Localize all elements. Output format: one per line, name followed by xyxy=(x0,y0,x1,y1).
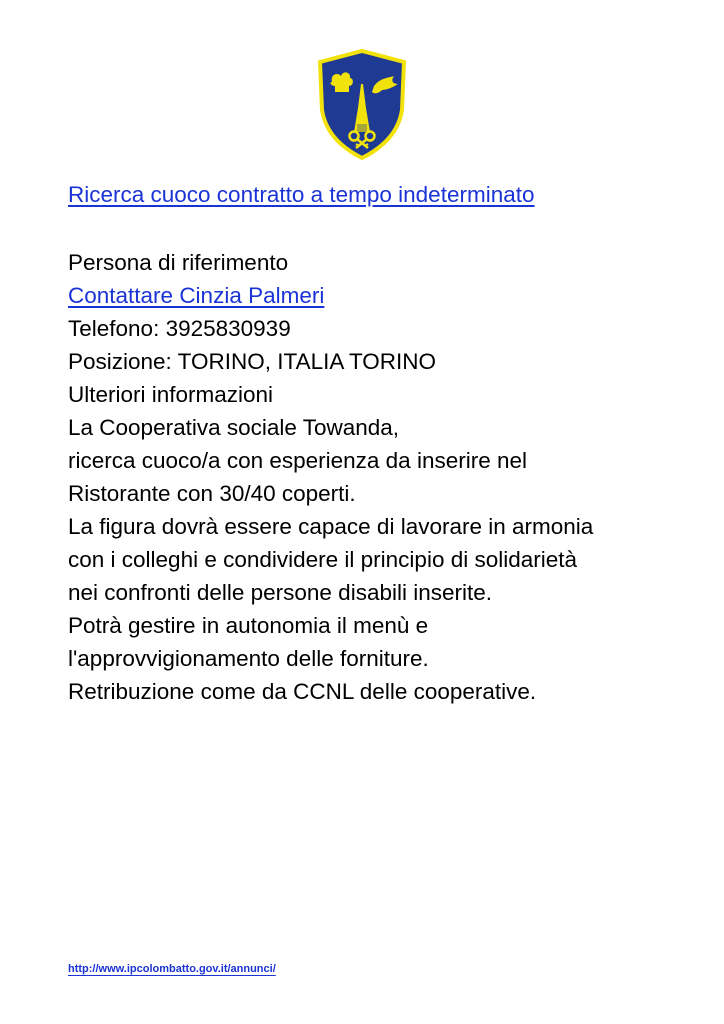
description-line: Potrà gestire in autonomia il menù e xyxy=(68,613,429,638)
phone-text: Telefono: 3925830939 xyxy=(68,316,291,341)
contact-person-link[interactable]: Contattare Cinzia Palmeri xyxy=(68,283,325,308)
footer xyxy=(68,962,276,976)
description-line: Retribuzione come da CCNL delle cooperative. xyxy=(68,679,537,704)
description-line: l'approvvigionamento delle forniture. xyxy=(68,646,429,671)
footer-url-link[interactable]: http://www.ipcolombatto.gov.it/annunci/ xyxy=(68,963,276,975)
contact-line xyxy=(68,279,688,312)
position-text: Posizione: TORINO, ITALIA TORINO xyxy=(68,349,437,374)
job-details xyxy=(68,246,688,708)
description-line: Ristorante con 30/40 coperti. xyxy=(68,481,356,506)
description-line: nei confronti delle persone disabili inserite. xyxy=(68,580,492,605)
description-line: La Cooperativa sociale Towanda, xyxy=(68,415,400,440)
description-line: La figura dovrà essere capace di lavorare in armonia xyxy=(68,514,594,539)
more-info-heading: Ulteriori informazioni xyxy=(68,382,274,407)
description-line: ricerca cuoco/a con esperienza da inserire nel xyxy=(68,448,527,473)
description-line: con i colleghi e condividere il principio di solidarietà xyxy=(68,547,578,572)
contact-heading: Persona di riferimento xyxy=(68,250,289,275)
job-title-link[interactable]: Ricerca cuoco contratto a tempo indeterminato xyxy=(68,182,535,207)
job-title-heading xyxy=(68,178,535,212)
school-crest-icon xyxy=(316,48,408,160)
